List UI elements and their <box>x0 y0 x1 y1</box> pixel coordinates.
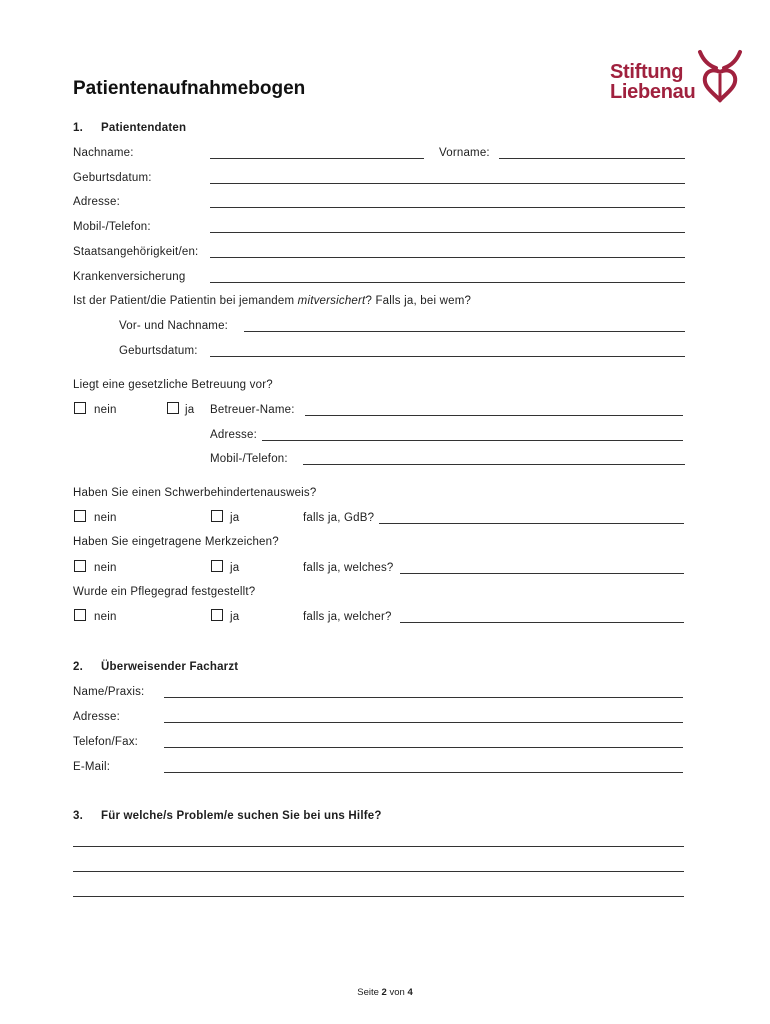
schwerbehinderten-nein-label: nein <box>94 512 117 524</box>
footer-total-pages: 4 <box>407 987 413 998</box>
problem-line-1[interactable] <box>73 846 684 847</box>
section-2-number: 2. <box>73 661 83 673</box>
tree-heart-icon <box>694 48 746 104</box>
problem-line-2[interactable] <box>73 871 684 872</box>
welcher-field[interactable] <box>400 622 684 623</box>
betreuung-nein-label: nein <box>94 404 117 416</box>
facharzt-adresse-label: Adresse: <box>73 711 120 723</box>
pflegegrad-question: Wurde ein Pflegegrad festgestellt? <box>73 586 256 598</box>
facharzt-telefon-field[interactable] <box>164 747 683 748</box>
welches-label: falls ja, welches? <box>303 562 394 574</box>
facharzt-email-label: E-Mail: <box>73 761 111 773</box>
schwerbehinderten-nein-checkbox[interactable] <box>74 510 86 522</box>
betreuung-nein-checkbox[interactable] <box>74 402 86 414</box>
mitversichert-geburtsdatum-field[interactable] <box>210 356 685 357</box>
section-2-heading: Überweisender Facharzt <box>101 661 239 673</box>
betreuer-name-label: Betreuer-Name: <box>210 404 295 416</box>
pflegegrad-nein-checkbox[interactable] <box>74 609 86 621</box>
logo-line-1: Stiftung <box>610 61 684 83</box>
nachname-field[interactable] <box>210 158 424 159</box>
staatsangehoerigkeit-label: Staatsangehörigkeit/en: <box>73 246 199 258</box>
nachname-label: Nachname: <box>73 147 134 159</box>
vorname-label: Vorname: <box>439 147 490 159</box>
geburtsdatum-label: Geburtsdatum: <box>73 172 152 184</box>
gdb-label: falls ja, GdB? <box>303 512 375 524</box>
merkzeichen-nein-checkbox[interactable] <box>74 560 86 572</box>
krankenversicherung-label: Krankenversicherung <box>73 271 186 283</box>
mitversichert-name-field[interactable] <box>244 331 685 332</box>
pflegegrad-ja-checkbox[interactable] <box>211 609 223 621</box>
footer-von: von <box>389 987 405 998</box>
adresse-field[interactable] <box>210 207 685 208</box>
mitversichert-geburtsdatum-label: Geburtsdatum: <box>119 345 198 357</box>
vorname-field[interactable] <box>499 158 685 159</box>
betreuung-question: Liegt eine gesetzliche Betreuung vor? <box>73 379 273 391</box>
facharzt-name-label: Name/Praxis: <box>73 686 145 698</box>
facharzt-adresse-field[interactable] <box>164 722 683 723</box>
pflegegrad-ja-label: ja <box>230 611 240 623</box>
mitversichert-pre: Ist der Patient/die Patientin bei jemandem <box>73 295 298 307</box>
betreuer-name-field[interactable] <box>305 415 683 416</box>
section-3-number: 3. <box>73 810 83 822</box>
merkzeichen-question: Haben Sie eingetragene Merkzeichen? <box>73 536 279 548</box>
facharzt-email-field[interactable] <box>164 772 683 773</box>
section-1-number: 1. <box>73 122 83 134</box>
section-3-heading: Für welche/s Problem/e suchen Sie bei uns Hilfe? <box>101 810 382 822</box>
mitversichert-post: ? Falls ja, bei wem? <box>365 295 472 307</box>
gdb-field[interactable] <box>379 523 684 524</box>
page-footer <box>0 987 770 998</box>
logo-line-2: Liebenau <box>610 81 696 103</box>
schwerbehinderten-question: Haben Sie einen Schwerbehindertenausweis? <box>73 487 317 499</box>
krankenversicherung-field[interactable] <box>210 282 685 283</box>
page-title: Patientenaufnahmebogen <box>73 78 306 99</box>
adresse-label: Adresse: <box>73 196 120 208</box>
betreuer-adresse-field[interactable] <box>262 440 683 441</box>
betreuer-telefon-field[interactable] <box>303 464 685 465</box>
merkzeichen-ja-label: ja <box>230 562 240 574</box>
merkzeichen-nein-label: nein <box>94 562 117 574</box>
welcher-label: falls ja, welcher? <box>303 611 392 623</box>
telefon-field[interactable] <box>210 232 685 233</box>
footer-current-page: 2 <box>381 987 387 998</box>
problem-line-3[interactable] <box>73 896 684 897</box>
merkzeichen-ja-checkbox[interactable] <box>211 560 223 572</box>
telefon-label: Mobil-/Telefon: <box>73 221 151 233</box>
geburtsdatum-field[interactable] <box>210 183 685 184</box>
pflegegrad-nein-label: nein <box>94 611 117 623</box>
staatsangehoerigkeit-field[interactable] <box>210 257 685 258</box>
footer-seite: Seite <box>357 987 379 998</box>
betreuung-ja-label: ja <box>185 404 195 416</box>
schwerbehinderten-ja-checkbox[interactable] <box>211 510 223 522</box>
section-1-heading: Patientendaten <box>101 122 187 134</box>
mitversichert-name-label: Vor- und Nachname: <box>119 320 229 332</box>
mitversichert-emphasis: mitversichert <box>297 295 366 307</box>
welches-field[interactable] <box>400 573 684 574</box>
facharzt-name-field[interactable] <box>164 697 683 698</box>
facharzt-telefon-label: Telefon/Fax: <box>73 736 139 748</box>
schwerbehinderten-ja-label: ja <box>230 512 240 524</box>
betreuung-ja-checkbox[interactable] <box>167 402 179 414</box>
betreuer-telefon-label: Mobil-/Telefon: <box>210 453 288 465</box>
betreuer-adresse-label: Adresse: <box>210 429 257 441</box>
mitversichert-question <box>73 294 471 308</box>
